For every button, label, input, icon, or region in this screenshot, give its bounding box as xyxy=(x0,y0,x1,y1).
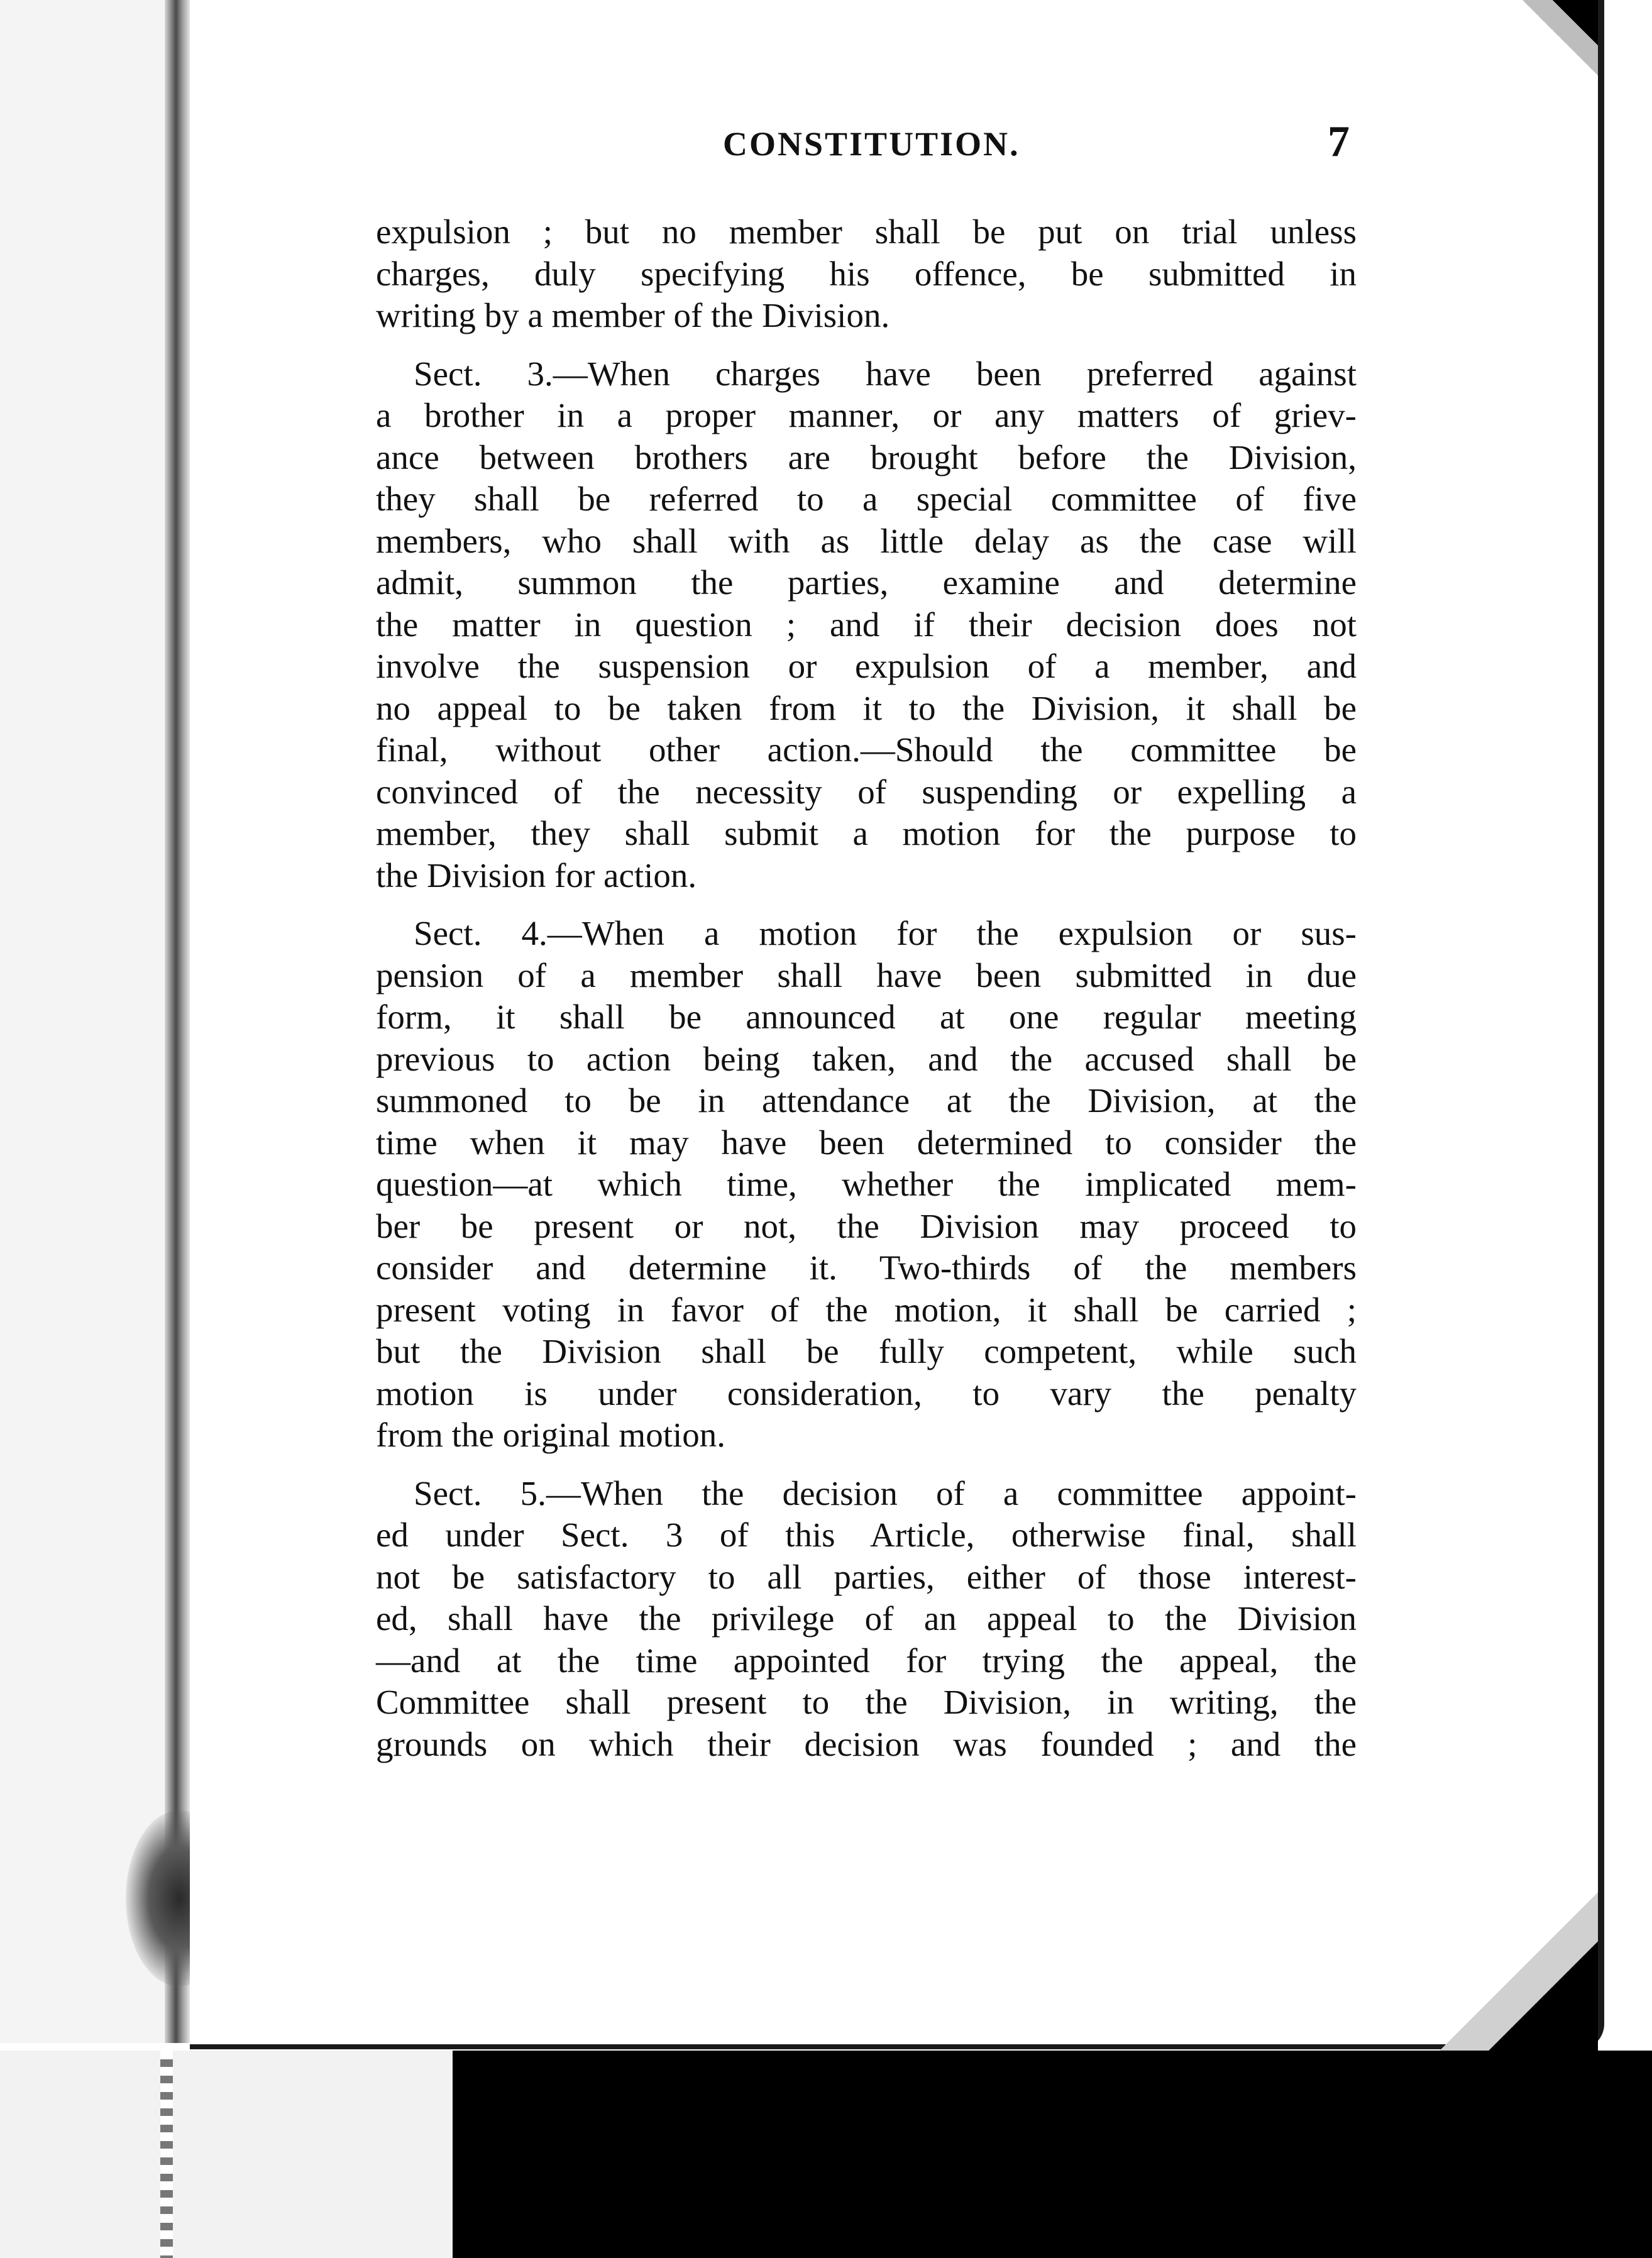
body-text xyxy=(376,211,1357,1765)
page-tear-mark xyxy=(160,2051,173,2258)
text-line: previous to action being taken, and the accused shall be xyxy=(376,1039,1357,1078)
text-line: not be satisfactory to all parties, either of those interest- xyxy=(376,1557,1357,1596)
scanner-background xyxy=(0,2051,1652,2258)
page-corner-top-right xyxy=(1472,0,1598,126)
facing-page-edge xyxy=(0,0,189,2043)
running-title: CONSTITUTION. xyxy=(723,125,1020,163)
text-line: pension of a member shall have been submitted in due xyxy=(376,956,1357,994)
text-line: from the original motion. xyxy=(376,1416,726,1454)
text-line: no appeal to be taken from it to the Division, it shall be xyxy=(376,688,1357,727)
text-line: Committee shall present to the Division, in writing, the xyxy=(376,1683,1357,1721)
page-corner-bottom-right xyxy=(1390,1854,1598,2056)
page-number: 7 xyxy=(1328,118,1350,166)
text-line: member, they shall submit a motion for the purpose to xyxy=(376,814,1357,852)
text-line: grounds on which their decision was founded ; and the xyxy=(376,1724,1357,1763)
text-line: consider and determine it. Two-thirds of the members xyxy=(376,1248,1357,1287)
text-line: final, without other action.—Should the committee be xyxy=(376,730,1357,769)
text-line: writing by a member of the Division. xyxy=(376,296,890,334)
book-gutter-fold xyxy=(165,0,190,2043)
section-3-heading-line: Sect. 3.—When charges have been preferred against xyxy=(414,354,1357,393)
text-line: the matter in question ; and if their decision does not xyxy=(376,605,1357,644)
section-5-heading-line: Sect. 5.—When the decision of a committee appoint- xyxy=(414,1473,1357,1512)
text-line: charges, duly specifying his offence, be submitted in xyxy=(376,254,1357,293)
facing-page-bottom-edge xyxy=(0,2051,453,2258)
text-line: admit, summon the parties, examine and determine xyxy=(376,563,1357,602)
text-line: they shall be referred to a special committee of five xyxy=(376,480,1357,518)
text-line: time when it may have been determined to consider the xyxy=(376,1123,1357,1162)
text-line: ber be present or not, the Division may proceed to xyxy=(376,1206,1357,1245)
text-line: present voting in favor of the motion, it shall be carried ; xyxy=(376,1290,1357,1329)
text-line: ed, shall have the privilege of an appeal to the Division xyxy=(376,1599,1357,1638)
text-line: ed under Sect. 3 of this Article, otherwise final, shall xyxy=(376,1516,1357,1554)
text-line: question—at which time, whether the implicated mem- xyxy=(376,1165,1357,1203)
text-line: expulsion ; but no member shall be put on trial unless xyxy=(376,212,1357,251)
text-line: summoned to be in attendance at the Division, at the xyxy=(376,1081,1357,1120)
text-line: but the Division shall be fully competent, while such xyxy=(376,1332,1357,1370)
text-line: motion is under consideration, to vary the penalty xyxy=(376,1374,1357,1413)
section-4-heading-line: Sect. 4.—When a motion for the expulsion or sus- xyxy=(414,914,1357,952)
text-line: ance between brothers are brought before the Division, xyxy=(376,438,1357,476)
text-line: convinced of the necessity of suspending or expelling a xyxy=(376,772,1357,811)
text-line: involve the suspension or expulsion of a member, and xyxy=(376,647,1357,685)
text-line: the Division for action. xyxy=(376,856,697,895)
text-line: a brother in a proper manner, or any matters of griev- xyxy=(376,396,1357,434)
text-line: members, who shall with as little delay as the case will xyxy=(376,521,1357,560)
text-line: form, it shall be announced at one regular meeting xyxy=(376,998,1357,1036)
text-line: —and at the time appointed for trying the appeal, the xyxy=(376,1641,1357,1680)
